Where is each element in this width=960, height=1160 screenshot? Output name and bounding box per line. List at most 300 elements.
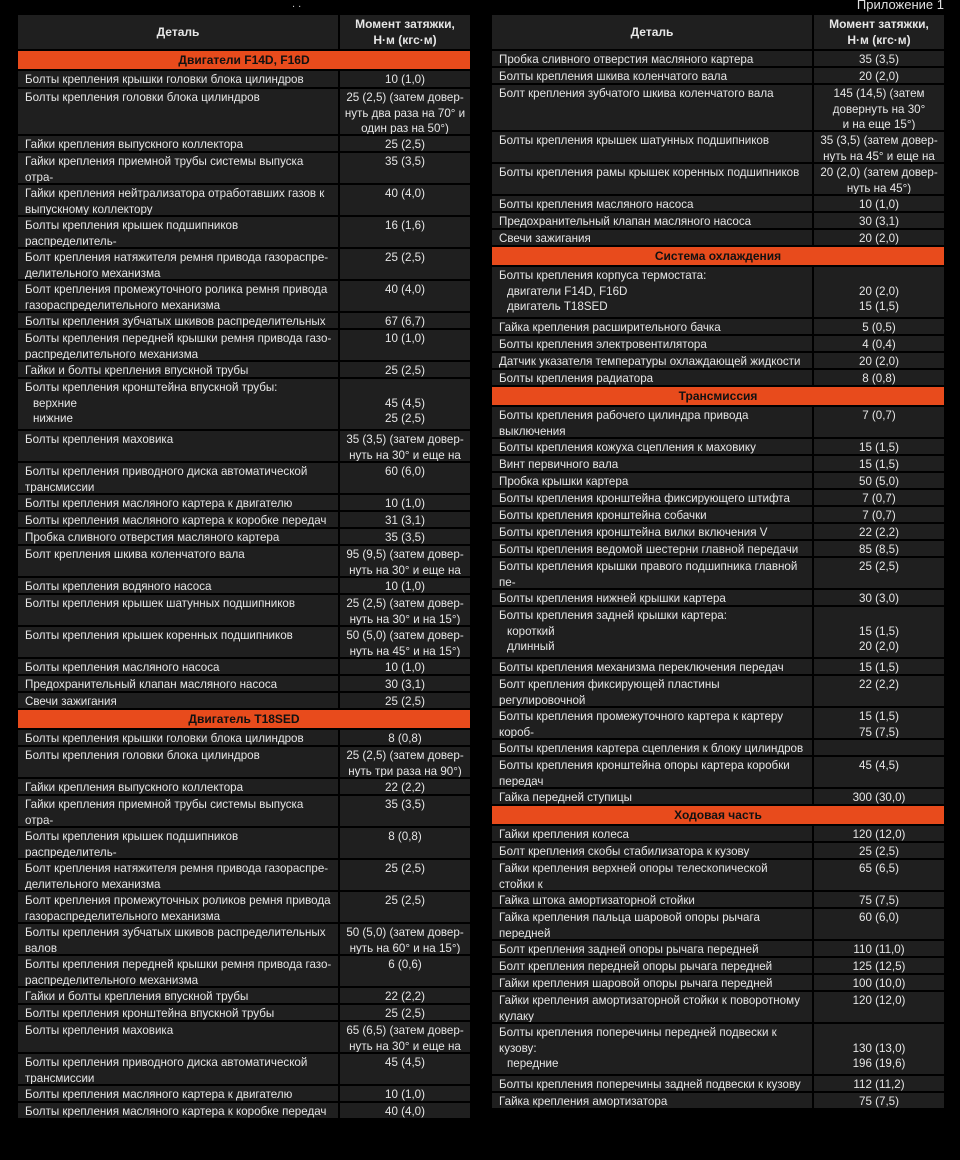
detail-cell bbox=[17, 626, 339, 658]
detail-text: Пробка сливного отверстия масляного картера bbox=[499, 53, 754, 66]
torque-value: 15 (1,5) bbox=[859, 441, 899, 454]
torque-cell bbox=[813, 606, 945, 658]
detail-cell bbox=[17, 675, 339, 692]
torque-value: 35 (3,5) bbox=[859, 53, 899, 66]
detail-cell bbox=[17, 280, 339, 312]
torque-cell bbox=[339, 729, 471, 746]
torque-value: 67 (6,7) bbox=[385, 315, 425, 328]
detail-cell bbox=[17, 88, 339, 135]
detail-text: Болты крепления приводного диска автоматической bbox=[25, 1056, 308, 1069]
torque-cell bbox=[813, 842, 945, 859]
torque-value: 20 (2,0) bbox=[859, 640, 899, 654]
detail-cell bbox=[17, 859, 339, 891]
torque-cell bbox=[339, 511, 471, 528]
torque-cell bbox=[813, 438, 945, 455]
detail-text: Винт первичного вала bbox=[499, 458, 619, 471]
detail-text: Гайки крепления выпускного коллектора bbox=[25, 138, 244, 151]
torque-value: 6 (0,6) bbox=[388, 958, 422, 971]
detail-cell bbox=[17, 1021, 339, 1053]
torque-value: 130 (13,0) bbox=[852, 1041, 906, 1055]
torque-cell bbox=[813, 908, 945, 940]
torque-value: 112 (11,2) bbox=[853, 1078, 905, 1091]
torque-value: 145 (14,5) (затем bbox=[833, 87, 925, 100]
detail-cell bbox=[491, 658, 813, 675]
torque-value: 35 (3,5) (затем довер- bbox=[346, 433, 464, 446]
torque-cell bbox=[339, 216, 471, 248]
detail-text: Гайки крепления верхней опоры телескопической стойки к bbox=[499, 862, 768, 891]
torque-value: 15 (1,5) bbox=[859, 661, 899, 674]
torque-cell bbox=[339, 378, 471, 430]
detail-cell bbox=[17, 746, 339, 778]
left-torque-table bbox=[17, 14, 471, 1119]
torque-cell bbox=[813, 455, 945, 472]
torque-value: нуть на 45° и на 15°) bbox=[349, 644, 461, 658]
detail-text: Болты крепления поперечины передней подвески к кузову: bbox=[499, 1026, 777, 1055]
torque-value: 10 (1,0) bbox=[385, 73, 425, 86]
torque-cell bbox=[813, 406, 945, 438]
torque-cell bbox=[339, 361, 471, 378]
torque-value: 20 (2,0) bbox=[859, 284, 899, 298]
torque-value: 40 (4,0) bbox=[385, 187, 425, 200]
torque-cell bbox=[813, 195, 945, 212]
torque-value: 25 (2,5) (затем довер- bbox=[346, 749, 464, 762]
torque-value: 120 (12,0) bbox=[852, 828, 906, 841]
torque-cell bbox=[339, 675, 471, 692]
torque-value: 31 (3,1) bbox=[385, 514, 425, 527]
detail-text: распределительного механизма bbox=[25, 347, 199, 361]
detail-text: Болты крепления кронштейна впускной трубы: bbox=[25, 381, 278, 394]
detail-text: Болты крепления крышки правого подшипника главной пе- bbox=[499, 560, 798, 589]
detail-text: Болты крепления крышки головки блока цилиндров bbox=[25, 73, 304, 86]
detail-cell bbox=[17, 216, 339, 248]
torque-cell bbox=[813, 859, 945, 891]
detail-text: Болты крепления кронштейна впускной трубы bbox=[25, 1007, 275, 1020]
detail-text: валов bbox=[25, 941, 57, 955]
detail-text: Болты крепления рабочего цилиндра привода выключения bbox=[499, 409, 749, 438]
torque-cell bbox=[339, 577, 471, 594]
torque-cell bbox=[813, 675, 945, 707]
torque-value: 25 (2,5) bbox=[385, 364, 425, 377]
detail-cell bbox=[17, 545, 339, 577]
torque-value: 22 (2,2) bbox=[859, 526, 899, 539]
torque-cell bbox=[813, 540, 945, 557]
torque-value bbox=[816, 741, 942, 756]
detail-text: Гайка крепления пальца шаровой опоры рычага передней bbox=[499, 911, 760, 940]
torque-value: нуть на 30° и еще на bbox=[349, 1039, 461, 1053]
torque-cell bbox=[813, 707, 945, 739]
torque-cell bbox=[813, 825, 945, 842]
detail-text: Болт крепления фиксирующей пластины регулировочной bbox=[499, 678, 720, 707]
detail-cell bbox=[17, 1102, 339, 1119]
detail-cell bbox=[17, 729, 339, 746]
torque-cell bbox=[339, 987, 471, 1004]
torque-cell bbox=[813, 589, 945, 606]
torque-cell bbox=[813, 212, 945, 229]
detail-text: распределительного механизма bbox=[25, 973, 199, 987]
detail-cell bbox=[17, 361, 339, 378]
detail-cell bbox=[491, 455, 813, 472]
torque-value: 30 (3,0) bbox=[859, 592, 899, 605]
detail-text: Болты крепления шкива коленчатого вала bbox=[499, 70, 728, 83]
torque-cell bbox=[339, 248, 471, 280]
torque-value: 5 (0,5) bbox=[862, 321, 896, 334]
detail-text: Гайки крепления амортизаторной стойки к поворотному bbox=[499, 994, 801, 1007]
right-table-grid bbox=[491, 14, 945, 50]
column-header-detail: Деталь bbox=[491, 14, 813, 50]
detail-cell bbox=[491, 859, 813, 891]
torque-value: 8 (0,8) bbox=[388, 830, 422, 843]
detail-cell bbox=[491, 131, 813, 163]
detail-cell bbox=[491, 523, 813, 540]
detail-cell bbox=[17, 1085, 339, 1102]
torque-value: 40 (4,0) bbox=[385, 283, 425, 296]
header-dots: . . bbox=[292, 0, 302, 10]
right-table-rows bbox=[491, 50, 945, 1109]
detail-cell bbox=[17, 494, 339, 511]
detail-cell bbox=[17, 1004, 339, 1021]
detail-text: делительного механизма bbox=[25, 877, 161, 891]
torque-cell bbox=[339, 152, 471, 184]
detail-cell bbox=[491, 335, 813, 352]
torque-value: нуть на 45°) bbox=[846, 181, 912, 195]
detail-text: Гайка передней ступицы bbox=[499, 791, 632, 804]
detail-cell bbox=[491, 438, 813, 455]
detail-text: Гайки крепления приемной трубы системы выпуска отра- bbox=[25, 798, 304, 827]
detail-text: Болты крепления нижней крышки картера bbox=[499, 592, 726, 605]
torque-value: 10 (1,0) bbox=[385, 580, 425, 593]
torque-value: 30 (3,1) bbox=[385, 678, 425, 691]
detail-text: Гайки и болты крепления впускной трубы bbox=[25, 364, 249, 377]
torque-cell bbox=[813, 163, 945, 195]
detail-text: Болты крепления рамы крышек коренных подшипников bbox=[499, 166, 800, 179]
torque-value: 30 (3,1) bbox=[859, 215, 899, 228]
detail-cell bbox=[17, 778, 339, 795]
torque-value: 25 (2,5) bbox=[385, 138, 425, 151]
torque-cell bbox=[813, 891, 945, 908]
detail-cell bbox=[491, 195, 813, 212]
detail-text: Болты крепления крышки головки блока цилиндров bbox=[25, 732, 304, 745]
detail-cell bbox=[491, 540, 813, 557]
torque-value: 35 (3,5) bbox=[385, 531, 425, 544]
detail-text: Болт крепления натяжителя ремня привода газораспре- bbox=[25, 862, 329, 875]
detail-text: Болт крепления передней опоры рычага передней bbox=[499, 960, 773, 973]
torque-value: нуть два раза на 70° и bbox=[344, 106, 466, 120]
detail-text: трансмиссии bbox=[25, 1071, 95, 1085]
detail-text: Болты крепления ведомой шестерни главной передачи bbox=[499, 543, 799, 556]
detail-text: Болты крепления крышек коренных подшипников bbox=[25, 629, 293, 642]
detail-cell bbox=[491, 940, 813, 957]
detail-cell bbox=[491, 739, 813, 756]
detail-text: Болты крепления кронштейна опоры картера коробки bbox=[499, 759, 790, 772]
torque-cell bbox=[813, 369, 945, 386]
detail-text: Свечи зажигания bbox=[499, 232, 591, 245]
torque-value: 60 (6,0) bbox=[385, 465, 425, 478]
torque-value: 65 (6,5) (затем довер- bbox=[346, 1024, 464, 1037]
torque-cell bbox=[339, 528, 471, 545]
torque-cell bbox=[813, 506, 945, 523]
detail-cell bbox=[491, 908, 813, 940]
left-table-rows bbox=[17, 50, 471, 1119]
torque-value: 15 (1,5) bbox=[859, 300, 899, 314]
detail-text: Болт крепления промежуточных роликов ремня привода bbox=[25, 894, 331, 907]
torque-cell bbox=[813, 1092, 945, 1109]
detail-text: Болты крепления корпуса термостата: bbox=[499, 269, 707, 282]
torque-value: 10 (1,0) bbox=[385, 497, 425, 510]
torque-value: 75 (7,5) bbox=[859, 725, 899, 739]
torque-cell bbox=[813, 472, 945, 489]
detail-text: Предохранительный клапан масляного насоса bbox=[25, 678, 278, 691]
torque-value: 22 (2,2) bbox=[385, 781, 425, 794]
detail-cell bbox=[491, 557, 813, 589]
section-header: Ходовая часть bbox=[491, 805, 945, 825]
torque-value: 75 (7,5) bbox=[859, 1095, 899, 1108]
detail-text: Болты крепления крышек шатунных подшипников bbox=[25, 597, 296, 610]
detail-cell bbox=[17, 135, 339, 152]
torque-cell bbox=[339, 494, 471, 511]
detail-text: Болты крепления масляного картера к двигателю bbox=[25, 497, 293, 510]
detail-text: Болты крепления промежуточного картера к картеру короб- bbox=[499, 710, 784, 739]
column-header-torque: Момент затяжки, Н·м (кгс·м) bbox=[813, 14, 945, 50]
torque-cell bbox=[813, 557, 945, 589]
torque-cell bbox=[339, 1004, 471, 1021]
detail-cell bbox=[491, 67, 813, 84]
detail-text: Болты крепления головки блока цилиндров bbox=[25, 749, 260, 762]
torque-cell bbox=[339, 88, 471, 135]
detail-cell bbox=[491, 974, 813, 991]
torque-value: 15 (1,5) bbox=[859, 710, 899, 723]
detail-cell bbox=[17, 577, 339, 594]
torque-value: 196 (19,6) bbox=[852, 1057, 906, 1071]
detail-text: Болты крепления задней крышки картера: bbox=[499, 609, 727, 622]
detail-cell bbox=[491, 1023, 813, 1075]
detail-text: Болты крепления передней крышки ремня привода газо- bbox=[25, 958, 332, 971]
detail-text: Болты крепления крышек подшипников распределитель- bbox=[25, 219, 239, 248]
torque-cell bbox=[339, 1085, 471, 1102]
detail-cell bbox=[17, 658, 339, 675]
torque-value: 120 (12,0) bbox=[852, 994, 906, 1007]
torque-value: 45 (4,5) bbox=[385, 396, 425, 410]
detail-cell bbox=[491, 489, 813, 506]
detail-cell bbox=[17, 827, 339, 859]
torque-value: 7 (0,7) bbox=[862, 509, 896, 522]
torque-value: 8 (0,8) bbox=[388, 732, 422, 745]
section-header: Двигатель T18SED bbox=[17, 709, 471, 729]
detail-text: выпускному коллектору bbox=[25, 202, 153, 216]
torque-value: 35 (3,5) (затем довер- bbox=[820, 134, 938, 147]
torque-value: 10 (1,0) bbox=[385, 1088, 425, 1101]
detail-cell bbox=[491, 50, 813, 67]
torque-cell bbox=[339, 795, 471, 827]
detail-cell bbox=[17, 987, 339, 1004]
detail-subitem: двигатели F14D, F16D bbox=[507, 284, 628, 298]
torque-value: 15 (1,5) bbox=[859, 624, 899, 638]
detail-subitem: двигатель T18SED bbox=[507, 300, 608, 314]
torque-cell bbox=[339, 184, 471, 216]
detail-text: Болты крепления картера сцепления к блоку цилиндров bbox=[499, 742, 804, 755]
torque-cell bbox=[339, 594, 471, 626]
detail-text: Болты крепления масляного картера к коробке передач bbox=[25, 1105, 327, 1118]
detail-text: Болт крепления зубчатого шкива коленчатого вала bbox=[499, 87, 774, 100]
torque-cell bbox=[339, 658, 471, 675]
torque-cell bbox=[813, 131, 945, 163]
torque-value: 300 (30,0) bbox=[852, 791, 906, 804]
detail-cell bbox=[491, 991, 813, 1023]
torque-value: 25 (2,5) bbox=[385, 412, 425, 426]
torque-cell bbox=[339, 827, 471, 859]
detail-cell bbox=[491, 406, 813, 438]
torque-value: 60 (6,0) bbox=[859, 911, 899, 924]
section-header: Система охлаждения bbox=[491, 246, 945, 266]
torque-value: 7 (0,7) bbox=[862, 492, 896, 505]
detail-text: Болт крепления задней опоры рычага передней bbox=[499, 943, 759, 956]
detail-text: Болты крепления кожуха сцепления к маховику bbox=[499, 441, 756, 454]
torque-value: нуть на 30° и на 15°) bbox=[349, 612, 461, 626]
torque-cell bbox=[339, 955, 471, 987]
detail-text: Предохранительный клапан масляного насоса bbox=[499, 215, 752, 228]
torque-cell bbox=[813, 957, 945, 974]
torque-cell bbox=[813, 756, 945, 788]
detail-subitem: нижние bbox=[33, 412, 73, 426]
torque-cell bbox=[813, 266, 945, 318]
detail-text: Гайка крепления расширительного бачка bbox=[499, 321, 721, 334]
torque-cell bbox=[813, 229, 945, 246]
torque-value bbox=[342, 380, 468, 396]
detail-cell bbox=[491, 1075, 813, 1092]
section-header: Трансмиссия bbox=[491, 386, 945, 406]
detail-text: Болты крепления поперечины задней подвески к кузову bbox=[499, 1078, 801, 1091]
torque-cell bbox=[339, 1053, 471, 1085]
column-header-torque: Момент затяжки, Н·м (кгс·м) bbox=[339, 14, 471, 50]
detail-cell bbox=[17, 248, 339, 280]
torque-cell bbox=[813, 940, 945, 957]
detail-cell bbox=[17, 594, 339, 626]
torque-value bbox=[816, 608, 942, 624]
detail-cell bbox=[491, 606, 813, 658]
torque-cell bbox=[813, 318, 945, 335]
detail-text: Болты крепления масляного насоса bbox=[499, 198, 694, 211]
detail-cell bbox=[491, 891, 813, 908]
left-table-grid bbox=[17, 14, 471, 50]
torque-value: 10 (1,0) bbox=[859, 198, 899, 211]
torque-value: 22 (2,2) bbox=[859, 678, 899, 691]
torque-value: довернуть на 30° bbox=[832, 102, 926, 116]
detail-cell bbox=[491, 352, 813, 369]
torque-cell bbox=[813, 335, 945, 352]
detail-text: делительного механизма bbox=[25, 266, 161, 280]
torque-cell bbox=[339, 70, 471, 88]
torque-value: 85 (8,5) bbox=[859, 543, 899, 556]
torque-value: 20 (2,0) bbox=[859, 70, 899, 83]
torque-value: 20 (2,0) (затем довер- bbox=[820, 166, 938, 179]
torque-value: 25 (2,5) bbox=[385, 894, 425, 907]
torque-value: 50 (5,0) (затем довер- bbox=[346, 926, 464, 939]
torque-value: и на еще 15°) bbox=[842, 118, 916, 131]
detail-cell bbox=[491, 707, 813, 739]
detail-cell bbox=[491, 212, 813, 229]
detail-cell bbox=[491, 266, 813, 318]
torque-cell bbox=[339, 280, 471, 312]
detail-subitem: длинный bbox=[507, 640, 555, 654]
torque-value: 40 (4,0) bbox=[385, 1105, 425, 1118]
torque-value: 7 (0,7) bbox=[862, 409, 896, 422]
detail-cell bbox=[491, 318, 813, 335]
torque-value: 8 (0,8) bbox=[862, 372, 896, 385]
detail-cell bbox=[17, 462, 339, 494]
detail-cell bbox=[491, 472, 813, 489]
detail-text: Болты крепления кронштейна вилки включения V bbox=[499, 526, 768, 539]
torque-value: 25 (2,5) (затем довер- bbox=[346, 597, 464, 610]
detail-cell bbox=[491, 84, 813, 131]
torque-cell bbox=[339, 462, 471, 494]
torque-cell bbox=[813, 84, 945, 131]
detail-cell bbox=[17, 1053, 339, 1085]
detail-text: Болты крепления масляного насоса bbox=[25, 661, 220, 674]
detail-text: Болты крепления приводного диска автоматической bbox=[25, 465, 308, 478]
torque-cell bbox=[339, 891, 471, 923]
detail-text: Гайки крепления нейтрализатора отработавших газов к bbox=[25, 187, 325, 200]
detail-cell bbox=[491, 1092, 813, 1109]
torque-value bbox=[816, 1025, 942, 1041]
torque-cell bbox=[813, 739, 945, 756]
torque-cell bbox=[339, 859, 471, 891]
detail-text: Болты крепления зубчатых шкивов распределительных bbox=[25, 926, 326, 939]
torque-value: 25 (2,5) bbox=[385, 862, 425, 875]
torque-value: 45 (4,5) bbox=[385, 1056, 425, 1069]
detail-text: Болты крепления электровентилятора bbox=[499, 338, 707, 351]
detail-text: Болты крепления крышек подшипников распределитель- bbox=[25, 830, 239, 859]
detail-text: Болты крепления водяного насоса bbox=[25, 580, 212, 593]
torque-cell bbox=[339, 746, 471, 778]
torque-value: 16 (1,6) bbox=[385, 219, 425, 232]
detail-text: Гайки крепления колеса bbox=[499, 828, 630, 841]
appendix-label: Приложение 1 bbox=[856, 0, 944, 12]
detail-text: Болты крепления головки блока цилиндров bbox=[25, 91, 260, 104]
detail-text: Болты крепления маховика bbox=[25, 433, 174, 446]
torque-value: 10 (1,0) bbox=[385, 661, 425, 674]
torque-cell bbox=[339, 626, 471, 658]
detail-cell bbox=[17, 923, 339, 955]
detail-text: Болт крепления натяжителя ремня привода газораспре- bbox=[25, 251, 329, 264]
torque-value: нуть на 45° и еще на bbox=[823, 149, 935, 163]
right-torque-table bbox=[491, 14, 945, 1109]
torque-cell bbox=[813, 489, 945, 506]
torque-cell bbox=[813, 523, 945, 540]
detail-text: Болты крепления радиатора bbox=[499, 372, 654, 385]
torque-cell bbox=[339, 135, 471, 152]
torque-cell bbox=[339, 329, 471, 361]
detail-text: Гайка крепления амортизатора bbox=[499, 1095, 668, 1108]
torque-cell bbox=[813, 67, 945, 84]
torque-value: нуть на 30° и еще на bbox=[349, 563, 461, 577]
detail-text: Болты крепления механизма переключения передач bbox=[499, 661, 784, 674]
torque-value: 10 (1,0) bbox=[385, 332, 425, 345]
detail-text: Болты крепления кронштейна собачки bbox=[499, 509, 707, 522]
torque-value: 50 (5,0) bbox=[859, 475, 899, 488]
detail-cell bbox=[17, 184, 339, 216]
section-header: Двигатели F14D, F16D bbox=[17, 50, 471, 70]
torque-value: 35 (3,5) bbox=[385, 798, 425, 811]
torque-cell bbox=[813, 991, 945, 1023]
detail-text: Болт крепления шкива коленчатого вала bbox=[25, 548, 245, 561]
detail-cell bbox=[491, 788, 813, 805]
column-header-detail: Деталь bbox=[17, 14, 339, 50]
torque-value: 25 (2,5) bbox=[385, 1007, 425, 1020]
detail-cell bbox=[491, 957, 813, 974]
detail-text: передач bbox=[499, 774, 544, 788]
torque-cell bbox=[339, 312, 471, 329]
torque-cell bbox=[339, 545, 471, 577]
detail-cell bbox=[17, 152, 339, 184]
